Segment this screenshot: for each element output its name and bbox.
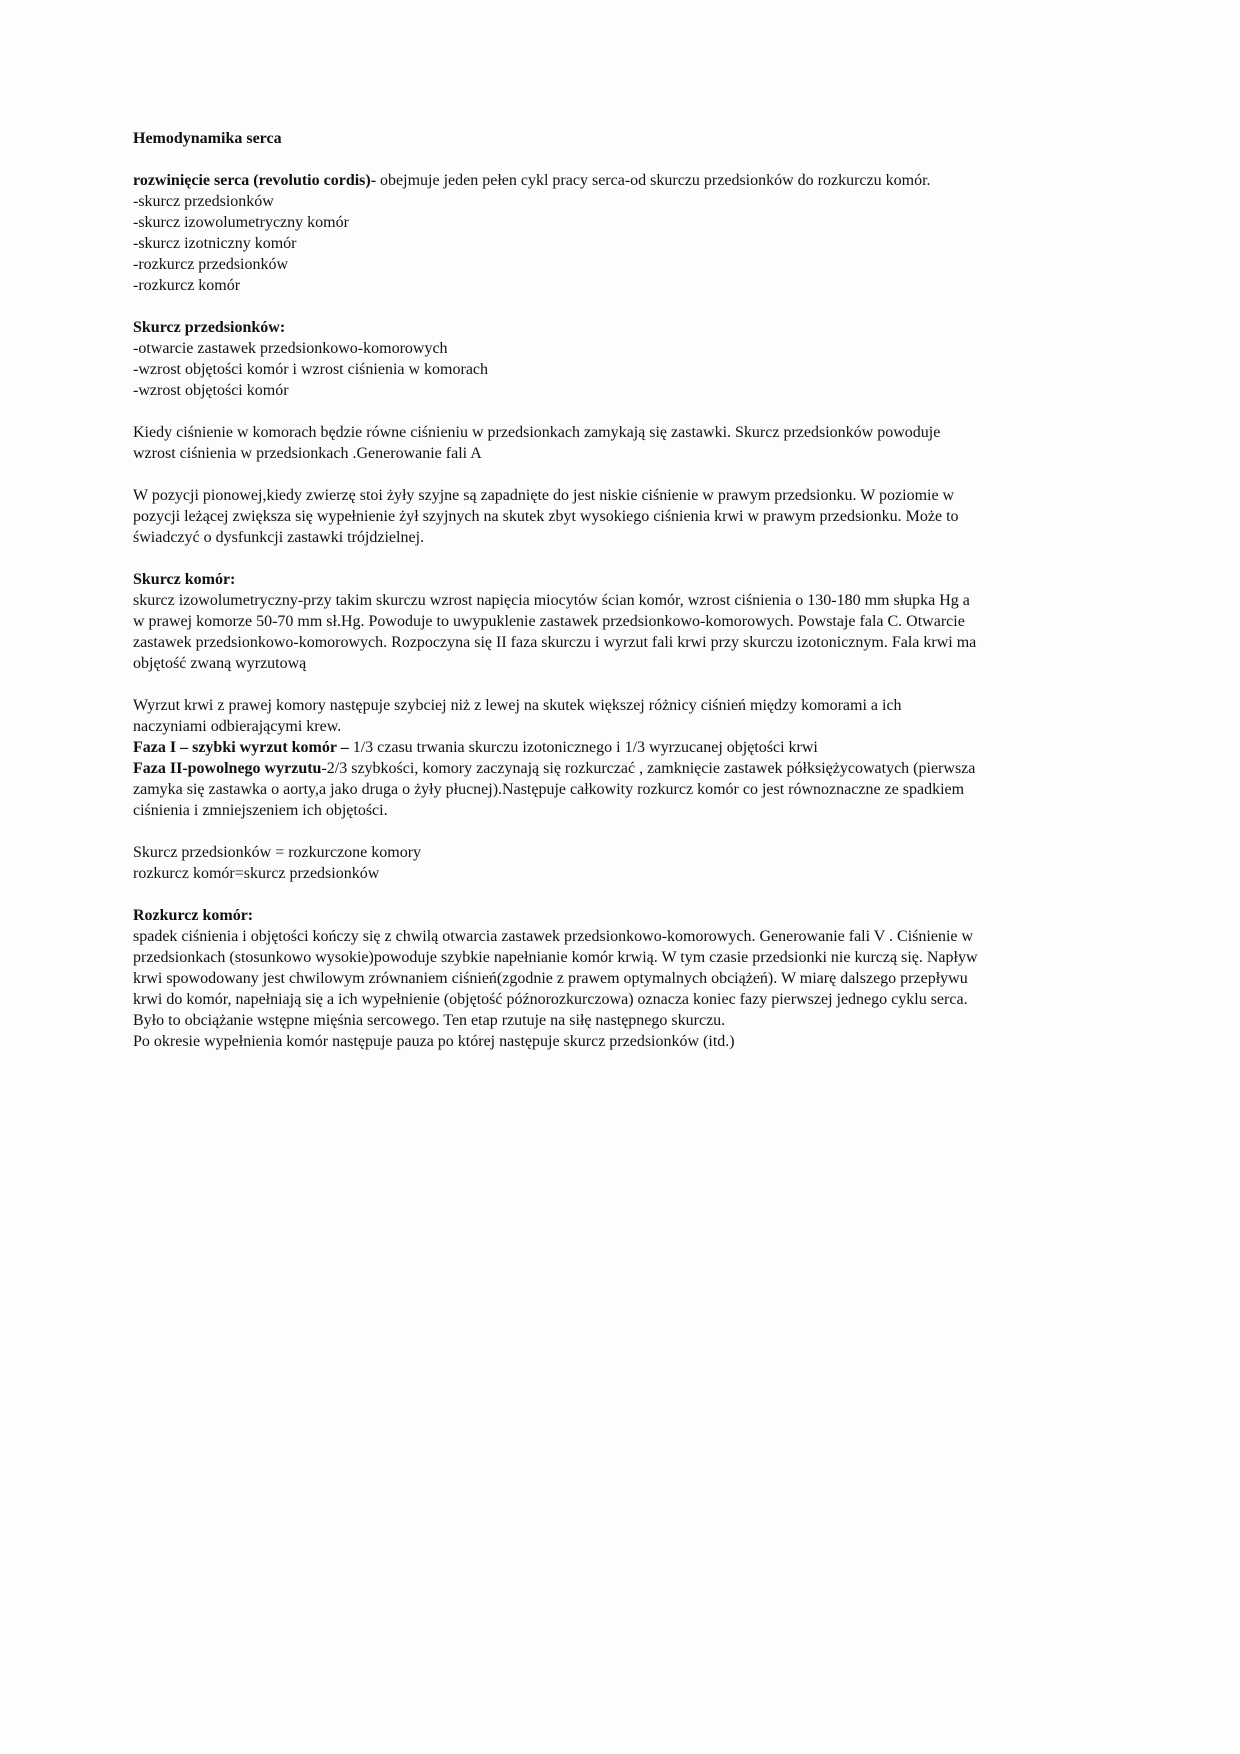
atrial-systole-section (133, 317, 978, 401)
ejection-phase2-definition: -2/3 szybkości, komory zaczynają się rozkurczać , zamknięcie zastawek półksiężycowatych (pierwsza zamyka się zastawka o aorty,a jako druga o żyły płucnej).Następuje całkowity rozkurcz komór co jest równoznaczne ze spadkiem ciśnienia i zmniejszeniem ich objętości. (133, 760, 976, 819)
ventricular-diastole-final-line: Po okresie wypełnienia komór następuje pauza po której następuje skurcz przedsionków (itd.) (133, 1033, 735, 1050)
ejection-phase1-term: Faza I – szybki wyrzut komór – (133, 739, 349, 756)
ejection-phase2-term: Faza II-powolnego wyrzutu (133, 760, 322, 777)
page-title: Hemodynamika serca (133, 130, 282, 147)
ejection-section (133, 695, 978, 821)
ejection-phase1 (133, 737, 978, 758)
atrial-systole-item: -wzrost objętości komór (133, 382, 289, 399)
cycle-list-item: -skurcz izowolumetryczny komór (133, 214, 349, 231)
intro-lead-term: rozwinięcie serca (revolutio cordis)- (133, 172, 377, 189)
section-heading-ventricular-diastole: Rozkurcz komór: (133, 907, 254, 924)
cycle-list-item: -rozkurcz przedsionków (133, 256, 289, 273)
intro-lead-definition: obejmuje jeden pełen cykl pracy serca-od skurczu przedsionków do rozkurczu komór. (376, 172, 931, 189)
atrial-systole-item: -wzrost objętości komór i wzrost ciśnienia w komorach (133, 361, 489, 378)
intro-section (133, 170, 978, 296)
cycle-list-item: -skurcz izotniczny komór (133, 235, 297, 252)
equality-line: Skurcz przedsionków = rozkurczone komory (133, 844, 422, 861)
ejection-phase1-definition: 1/3 czasu trwania skurczu izotonicznego i 1/3 wyrzucanej objętości krwi (348, 739, 818, 756)
atrial-systole-item: -otwarcie zastawek przedsionkowo-komorowych (133, 340, 448, 357)
equalities-section (133, 842, 978, 884)
intro-lead (133, 170, 978, 191)
ejection-phase2 (133, 758, 978, 821)
ventricular-diastole-body: spadek ciśnienia i objętości kończy się z chwilą otwarcia zastawek przedsionkowo-komorowych. Generowanie fali V . Ciśnienie w przedsionkach (stosunkowo wysokie)powoduje szybkie napełnianie komór krwią. W tym czasie przedsionki nie kurczą się. Napływ krwi spowodowany jest chwilowym zrównaniem ciśnień(zgodnie z prawem optymalnych obciążeń). W miarę dalszego przepływu krwi do komór, napełniają się a ich wypełnienie (objętość późnorozkurczowa) oznacza koniec fazy pierwszej jednego cyklu serca. Było to obciążanie wstępne mięśnia sercowego. Ten etap rzutuje na siłę następnego skurczu. (133, 928, 978, 1029)
ventricular-systole-section (133, 569, 978, 674)
section-heading-atrial-systole: Skurcz przedsionków: (133, 319, 286, 336)
cycle-list-item: -skurcz przedsionków (133, 193, 274, 210)
document-content (133, 128, 978, 1052)
section-heading-ventricular-systole: Skurcz komór: (133, 571, 236, 588)
cycle-list-item: -rozkurcz komór (133, 277, 241, 294)
ventricular-systole-body: skurcz izowolumetryczny-przy takim skurczu wzrost napięcia miocytów ścian komór, wzrost ciśnienia o 130-180 mm słupka Hg a w prawej komorze 50-70 mm sł.Hg. Powoduje to uwypuklenie zastawek przedsionkowo-komorowych. Powstaje fala C. Otwarcie zastawek przedsionkowo-komorowych. Rozpoczyna się II faza skurczu i wyrzut fali krwi przy skurczu izotonicznym. Fala krwi ma objętość zwaną wyrzutową (133, 592, 977, 672)
paragraph-body-position: W pozycji pionowej,kiedy zwierzę stoi żyły szyjne są zapadnięte do jest niskie ciśnienie w prawym przedsionku. W poziomie w pozycji leżącej zwiększa się wypełnienie żył szyjnych na skutek zbyt wysokiego ciśnienia krwi w prawym przedsionku. Może to świadczyć o dysfunkcji zastawki trójdzielnej. (133, 487, 959, 546)
paragraph-valve-closure: Kiedy ciśnienie w komorach będzie równe ciśnieniu w przedsionkach zamykają się zastawki. Skurcz przedsionków powoduje wzrost ciśnienia w przedsionkach .Generowanie fali A (133, 424, 941, 462)
ventricular-diastole-section (133, 905, 978, 1052)
ejection-paragraph: Wyrzut krwi z prawej komory następuje szybciej niż z lewej na skutek większej różnicy ciśnień między komorami a ich naczyniami odbierającymi krew. (133, 697, 902, 735)
equality-line: rozkurcz komór=skurcz przedsionków (133, 865, 380, 882)
